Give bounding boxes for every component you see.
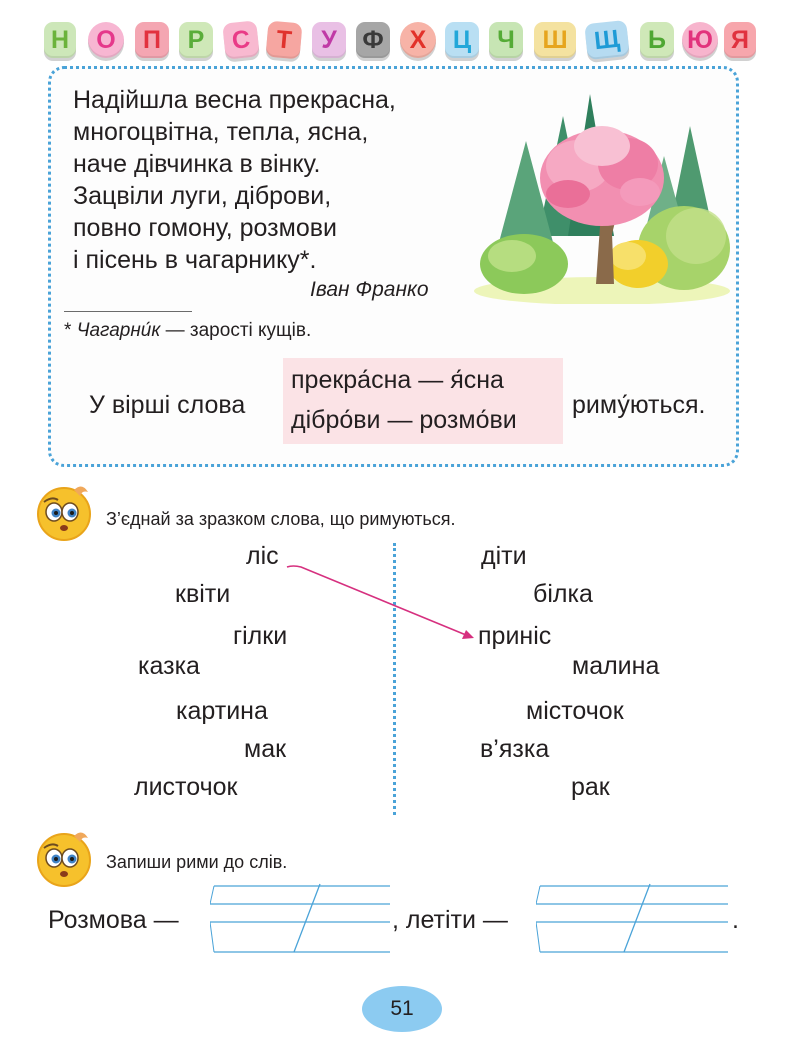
right-word[interactable]: білка bbox=[533, 580, 593, 608]
letter-tile: У bbox=[312, 22, 346, 58]
poem-line: наче дівчинка в вінку. bbox=[73, 150, 321, 178]
writing-lines[interactable] bbox=[536, 880, 736, 956]
task1-instruction: З’єднай за зразком слова, що римуються. bbox=[106, 509, 456, 529]
writing-lines[interactable] bbox=[210, 880, 394, 956]
thinking-face-icon bbox=[34, 480, 98, 544]
left-word[interactable]: гілки bbox=[233, 622, 288, 650]
left-word[interactable]: ліс bbox=[246, 542, 279, 570]
poem-line: многоцвітна, тепла, ясна, bbox=[73, 118, 369, 146]
poem-line: повно гомону, розмови bbox=[73, 214, 337, 242]
rhyme-prompt-word: Розмова — bbox=[48, 906, 179, 934]
page-number: 51 bbox=[362, 986, 442, 1032]
letter-tile: Ш bbox=[534, 22, 576, 58]
poem-line: Надійшла весна прекрасна, bbox=[73, 86, 396, 114]
poem-author: Іван Франко bbox=[310, 278, 429, 301]
letter-tile: Я bbox=[724, 22, 756, 58]
rhyme-rule-suffix: риму́ються. bbox=[572, 391, 706, 419]
left-word[interactable]: квіти bbox=[175, 580, 231, 608]
poem-line: і пісень в чагарнику*. bbox=[73, 246, 317, 274]
matching-divider bbox=[393, 543, 396, 815]
rhyme-pair: прекра́сна — я́сна bbox=[291, 366, 504, 394]
right-word[interactable]: рак bbox=[571, 773, 610, 801]
left-word[interactable]: казка bbox=[138, 652, 200, 680]
right-word[interactable]: діти bbox=[481, 542, 527, 570]
right-word[interactable]: місточок bbox=[526, 697, 624, 725]
thinking-face-icon bbox=[34, 826, 98, 890]
letter-tile: Ч bbox=[489, 22, 523, 58]
end-period: . bbox=[732, 906, 739, 934]
right-word[interactable]: малина bbox=[572, 652, 660, 680]
letter-tile: Р bbox=[179, 22, 213, 58]
left-word[interactable]: листочок bbox=[134, 773, 238, 801]
letter-tile: Ю bbox=[682, 22, 718, 58]
footnote-divider bbox=[64, 311, 192, 312]
letter-tile: Щ bbox=[584, 20, 630, 60]
poem-line: Зацвіли луги, діброви, bbox=[73, 182, 332, 210]
rhyme-rule-prefix: У вірші слова bbox=[89, 391, 246, 419]
rhyme-pair: дібро́ви — розмо́ви bbox=[291, 406, 517, 434]
rhyme-prompt-word: , летіти — bbox=[392, 906, 508, 934]
letter-tile: Т bbox=[265, 21, 302, 60]
letter-tile: Н bbox=[44, 22, 76, 58]
left-word[interactable]: картина bbox=[176, 697, 268, 725]
rhyme-highlight-box bbox=[283, 358, 563, 444]
letter-tile: П bbox=[135, 22, 169, 58]
task2-instruction: Запиши рими до слів. bbox=[106, 852, 288, 872]
letter-tile: Х bbox=[400, 22, 436, 58]
alphabet-strip bbox=[44, 22, 756, 62]
spring-tree-illustration bbox=[468, 86, 736, 304]
right-word[interactable]: приніс bbox=[478, 622, 552, 650]
poem-text bbox=[73, 84, 396, 276]
letter-tile: Ь bbox=[640, 22, 674, 58]
left-word[interactable]: мак bbox=[244, 735, 287, 763]
letter-tile: Ц bbox=[445, 22, 479, 58]
footnote: * Чагарни́к — зарості кущів. bbox=[64, 320, 312, 341]
letter-tile: О bbox=[88, 22, 124, 58]
letter-tile: С bbox=[222, 20, 260, 59]
letter-tile: Ф bbox=[356, 22, 390, 58]
right-word[interactable]: в’язка bbox=[480, 735, 550, 763]
